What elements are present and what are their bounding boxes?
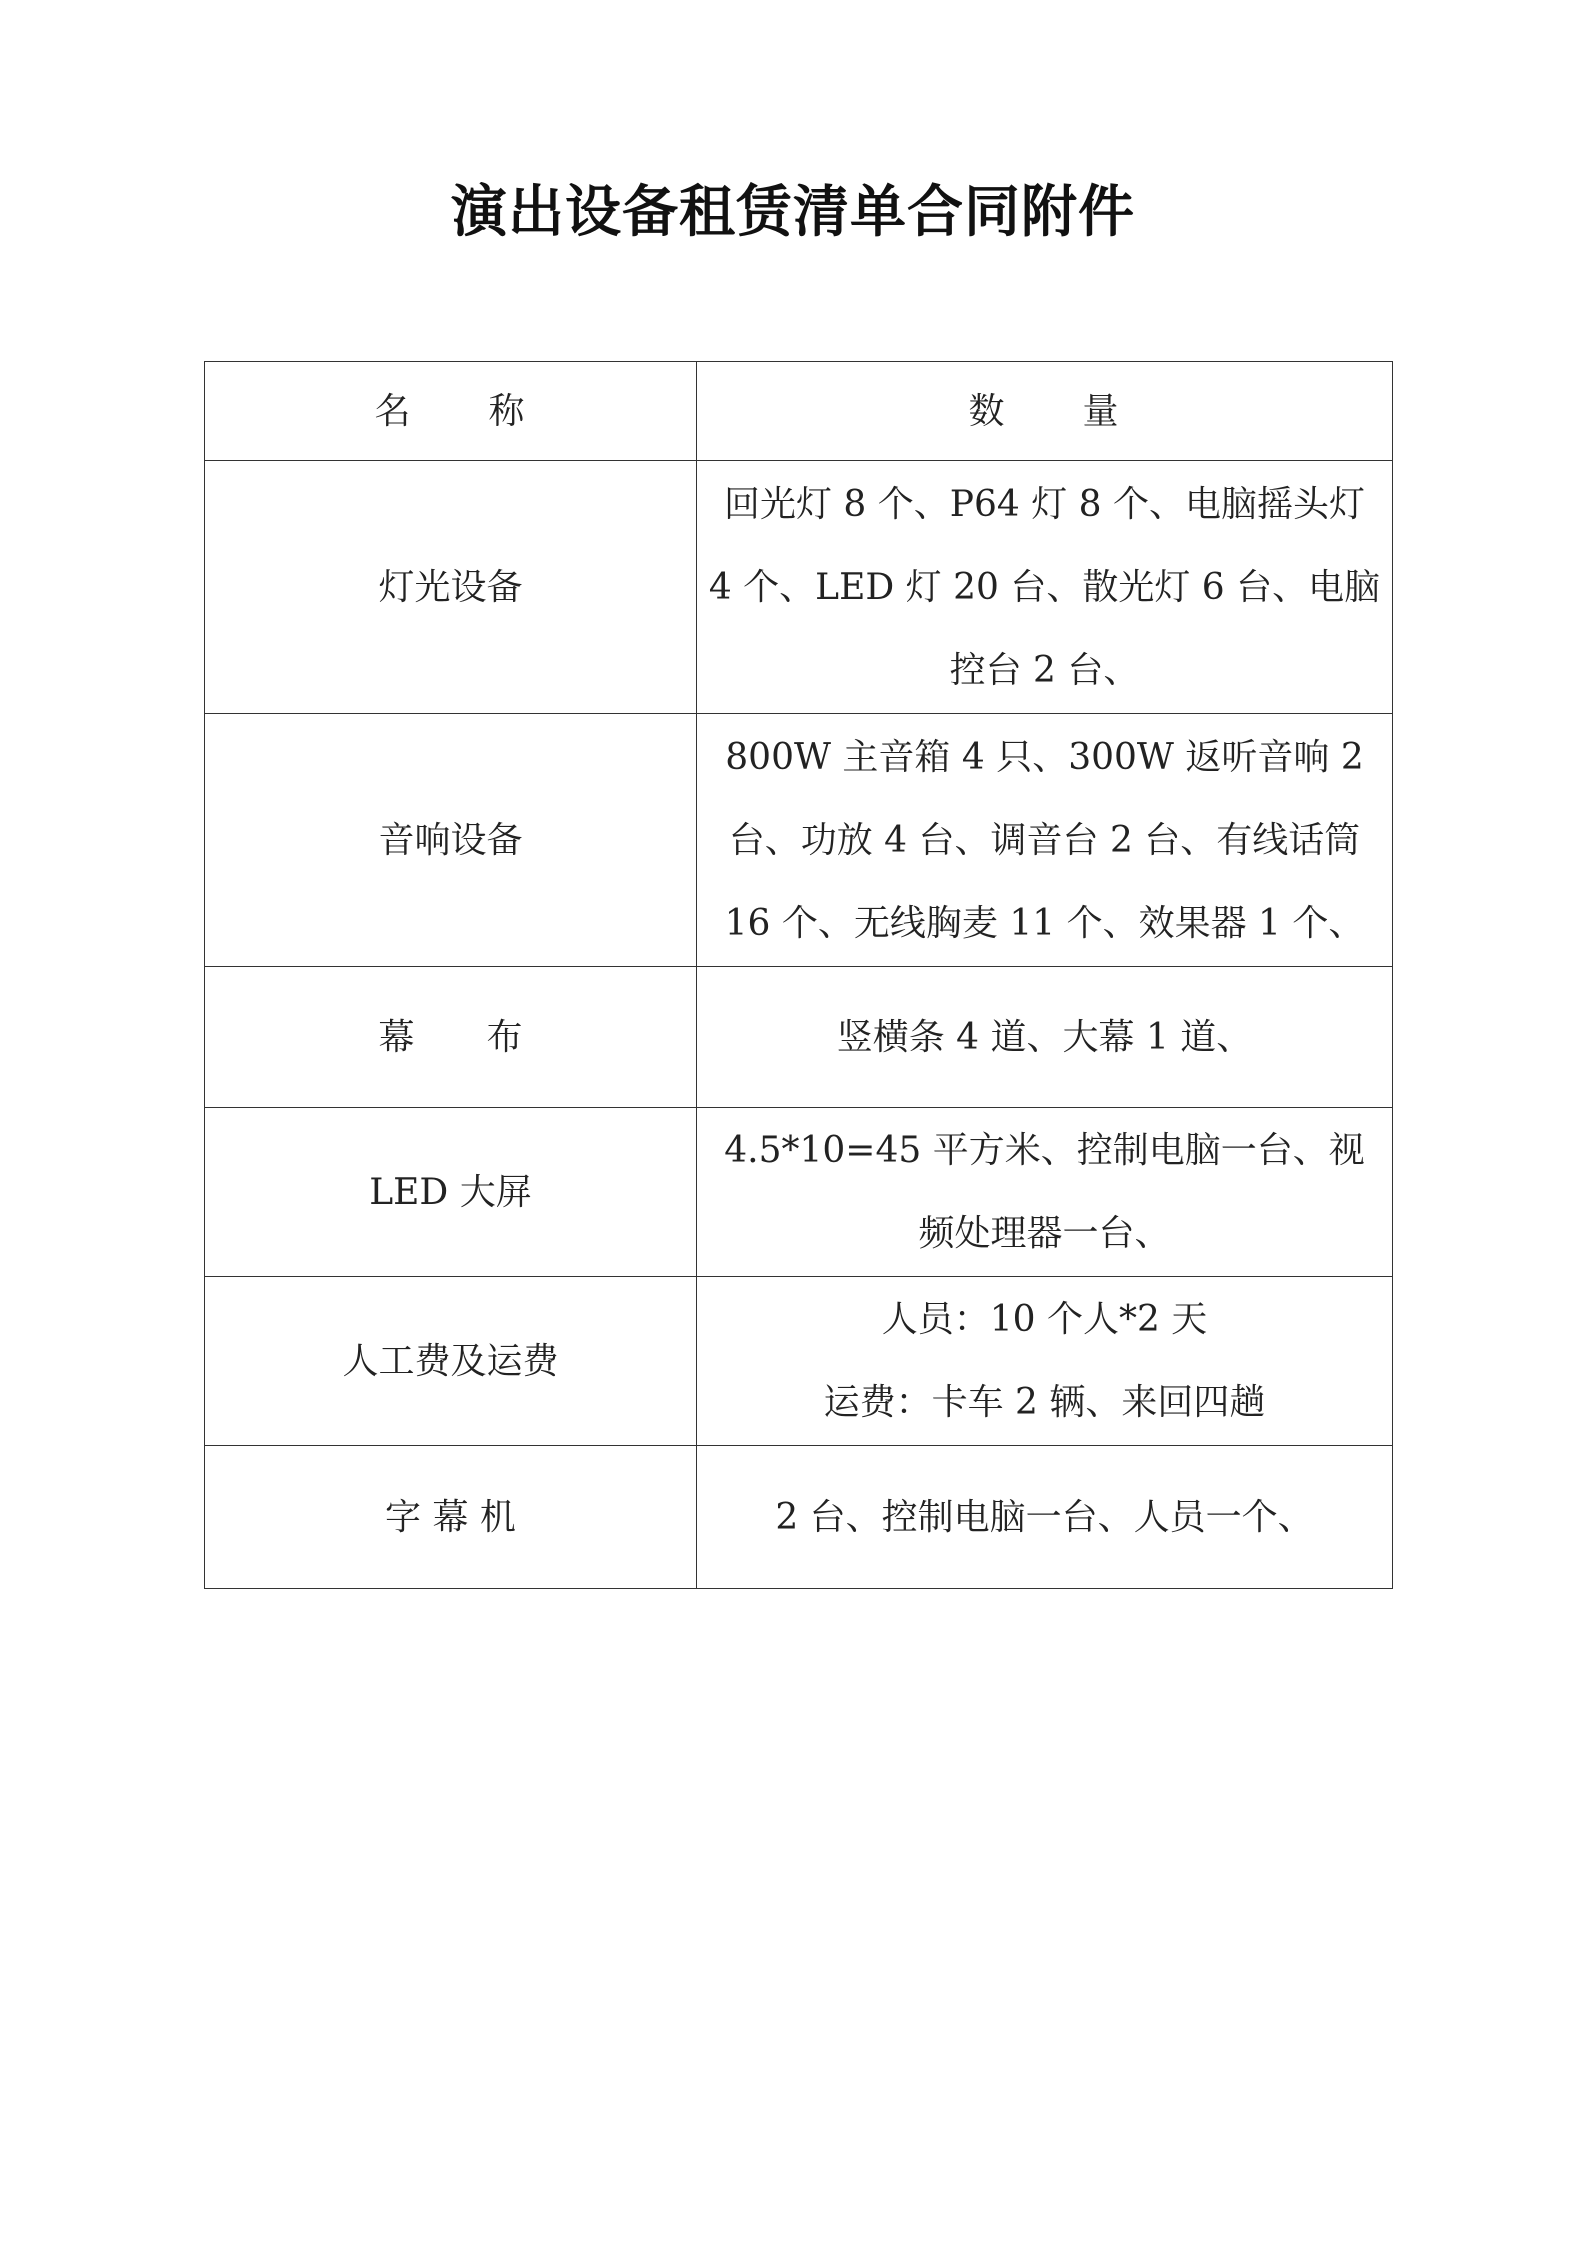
- table-row: [205, 461, 1393, 714]
- table-row: [205, 1446, 1393, 1589]
- header-name: 名 称: [205, 362, 697, 461]
- row-quantity-led-screen: 4.5*10=45 平方米、控制电脑一台、视频处理器一台、: [697, 1108, 1393, 1277]
- row-name-led-screen: LED 大屏: [205, 1108, 697, 1277]
- document-title: 演出设备租赁清单合同附件: [451, 180, 1135, 245]
- row-name-lighting: 灯光设备: [205, 461, 697, 714]
- row-quantity-audio: 800W 主音箱 4 只、300W 返听音响 2 台、功放 4 台、调音台 2 台、有线话筒 16 个、无线胸麦 11 个、效果器 1 个、: [697, 714, 1393, 967]
- header-quantity: 数 量: [697, 362, 1393, 461]
- labor-personnel-line: 人员：10 个人*2 天: [881, 1299, 1208, 1340]
- row-name-audio: 音响设备: [205, 714, 697, 967]
- labor-freight-line: 运费：卡车 2 辆、来回四趟: [823, 1382, 1266, 1423]
- table-row: [205, 967, 1393, 1108]
- row-name-caption-machine: 字 幕 机: [205, 1446, 697, 1589]
- equipment-rental-table: [204, 361, 1393, 1589]
- row-name-curtain: 幕 布: [205, 967, 697, 1108]
- row-quantity-caption-machine: 2 台、控制电脑一台、人员一个、: [697, 1446, 1393, 1589]
- table-row: [205, 1277, 1393, 1446]
- row-quantity-curtain: 竖横条 4 道、大幕 1 道、: [697, 967, 1393, 1108]
- table-row: [205, 1108, 1393, 1277]
- row-name-labor: 人工费及运费: [205, 1277, 697, 1446]
- table-row: [205, 714, 1393, 967]
- row-quantity-labor: [697, 1277, 1393, 1446]
- row-quantity-lighting: 回光灯 8 个、P64 灯 8 个、电脑摇头灯 4 个、LED 灯 20 台、散光灯 6 台、电脑控台 2 台、: [697, 461, 1393, 714]
- table-header-row: [205, 362, 1393, 461]
